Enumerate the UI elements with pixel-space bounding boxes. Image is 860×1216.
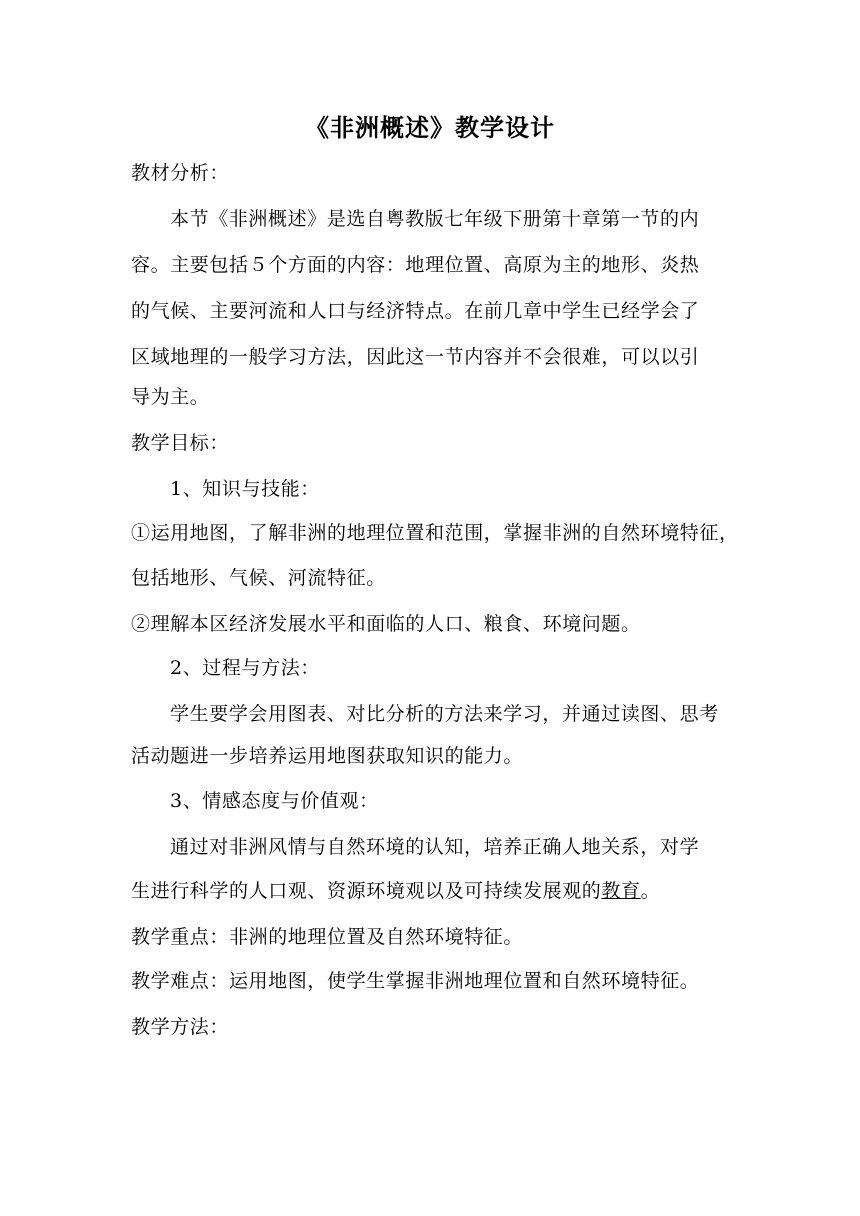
teaching-methods-heading: 教学方法：	[131, 1016, 230, 1038]
paragraph-end: 。	[640, 880, 661, 902]
goal-knowledge-heading: 1、知识与技能：	[170, 478, 320, 500]
paragraph-line: 包括地形、气候、河流特征。	[131, 567, 386, 589]
goal-process-heading: 2、过程与方法：	[170, 657, 320, 679]
textbook-analysis-heading: 教材分析：	[131, 162, 230, 184]
document-title: 《非洲概述》教学设计	[305, 113, 555, 142]
paragraph-text: 生进行科学的人口观、资源环境观以及可持续发展观的	[131, 880, 602, 902]
paragraph-line: 的气候、主要河流和人口与经济特点。在前几章中学生已经学会了	[131, 300, 700, 322]
paragraph-line: ①运用地图，了解非洲的地理位置和范围，掌握非洲的自然环境特征，	[131, 522, 739, 544]
paragraph-line: 通过对非洲风情与自然环境的认知，培养正确人地关系，对学	[170, 836, 700, 858]
paragraph-line: 容。主要包括５个方面的内容：地理位置、高原为主的地形、炎热	[131, 254, 700, 276]
underlined-word: 教育	[601, 880, 641, 902]
teaching-goals-heading: 教学目标：	[131, 432, 230, 454]
key-points: 教学重点：非洲的地理位置及自然环境特征。	[131, 926, 524, 948]
goal-attitude-heading: 3、情感态度与价值观：	[170, 790, 379, 812]
paragraph-line: 本节《非洲概述》是选自粤教版七年级下册第十章第一节的内	[170, 208, 700, 230]
difficult-points: 教学难点：运用地图，使学生掌握非洲地理位置和自然环境特征。	[131, 970, 700, 992]
paragraph-line: 导为主。	[131, 386, 210, 408]
paragraph-line: 活动题进一步培养运用地图获取知识的能力。	[131, 745, 524, 767]
paragraph-line-with-link	[131, 876, 660, 906]
paragraph-line: ②理解本区经济发展水平和面临的人口、粮食、环境问题。	[131, 613, 641, 635]
paragraph-line: 学生要学会用图表、对比分析的方法来学习，并通过读图、思考	[170, 703, 719, 725]
paragraph-line: 区域地理的一般学习方法，因此这一节内容并不会很难，可以以引	[131, 346, 700, 368]
